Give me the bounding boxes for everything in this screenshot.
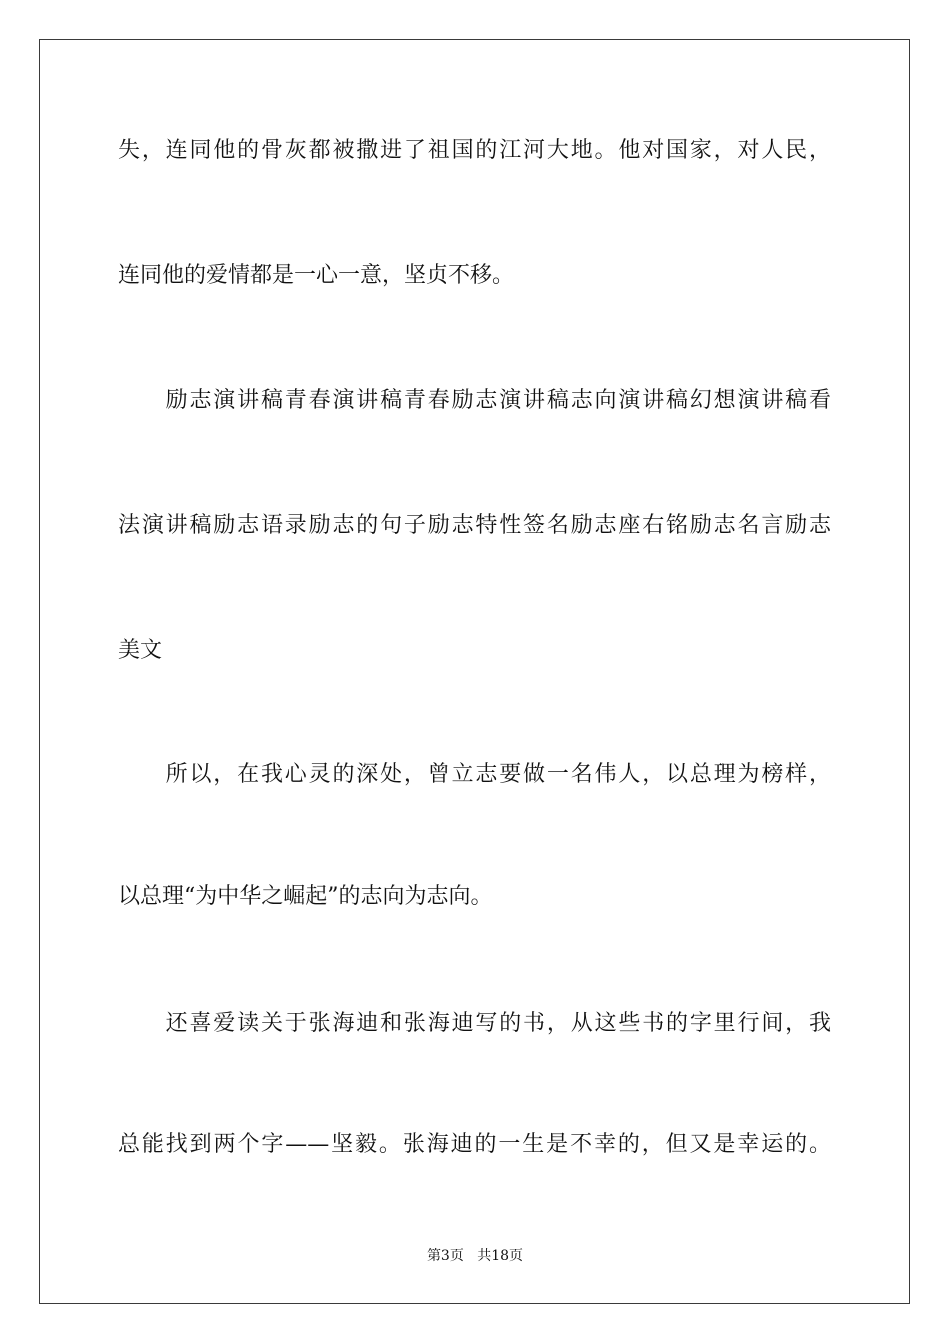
- paragraph-line: 美文: [118, 638, 163, 663]
- paragraph-line: 法演讲稿励志语录励志的句子励志特性签名励志座右铭励志名言励志: [118, 513, 831, 538]
- paragraph-line: 以总理“为中华之崛起”的志向为志向。: [118, 884, 493, 909]
- page-border: [39, 39, 910, 1304]
- page-total: 共18页: [477, 1248, 524, 1264]
- paragraph-line: 连同他的爱情都是一心一意，坚贞不移。: [118, 263, 515, 288]
- page-number: 第3页: [426, 1248, 464, 1264]
- paragraph-line: 所以，在我心灵的深处，曾立志要做一名伟人，以总理为榜样，: [118, 762, 831, 787]
- paragraph-line: 总能找到两个字——坚毅。张海迪的一生是不幸的，但又是幸运的。: [118, 1132, 831, 1157]
- page-footer: [0, 1246, 950, 1266]
- paragraph-line: 失，连同他的骨灰都被撒进了祖国的江河大地。他对国家，对人民，: [118, 138, 831, 163]
- paragraph-line: 还喜爱读关于张海迪和张海迪写的书，从这些书的字里行间，我: [118, 1011, 831, 1036]
- paragraph-line: 励志演讲稿青春演讲稿青春励志演讲稿志向演讲稿幻想演讲稿看: [118, 388, 831, 413]
